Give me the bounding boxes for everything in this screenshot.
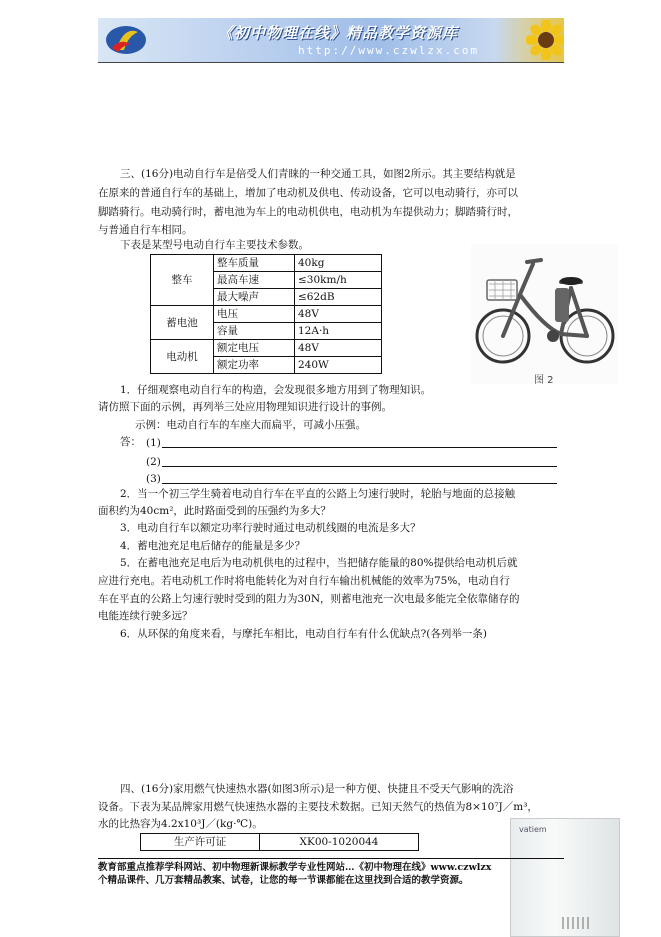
answer-number: (3) <box>146 473 161 485</box>
answer-line-3[interactable] <box>162 483 557 484</box>
q3-line-3: 脚踏骑行。电动骑行时，蓄电池为车上的电动机供电，电动机为车提供动力；脚踏骑行时， <box>98 206 518 218</box>
spec-value: 240W <box>295 357 382 374</box>
spec-group: 蓄电池 <box>151 306 214 340</box>
q4-line-3: 水的比热容为4.2x10³J／(kg·℃)。 <box>98 818 263 830</box>
spec-value: 48V <box>295 340 382 357</box>
answer-number: (1) <box>146 437 161 449</box>
q1-example: 示例：电动自行车的车座大而扁平，可减小压强。 <box>135 419 366 431</box>
heater-vent-icon <box>561 915 591 931</box>
footer-line-2: 个精品课件、几万套精品教案、试卷，让您的每一节课都能在这里找到合适的教学资源。 <box>98 875 469 886</box>
footer-line-1: 教育部重点推荐学科网站、初中物理新课标教学专业性网站…《初中物理在线》www.czwlzx <box>98 862 492 873</box>
spec-value: 12A·h <box>295 323 382 340</box>
spec-item: 电压 <box>214 306 295 323</box>
answer-number: (2) <box>146 456 161 468</box>
header-banner <box>98 18 564 63</box>
sunflower-icon <box>526 20 564 60</box>
spec-item: 最大噪声 <box>214 289 295 306</box>
q4-sub: 4．蓄电池充足电后储存的能量是多少？ <box>120 540 306 552</box>
spec-group: 整车 <box>151 255 214 306</box>
q5-line-2: 应进行充电。若电动机工作时将电能转化为对自行车输出机械能的效率为75%，电动自行 <box>98 575 510 587</box>
q3-sub: 3．电动自行车以额定功率行驶时通过电动机线圈的电流是多大？ <box>120 522 421 534</box>
license-table <box>140 833 419 851</box>
banner-url[interactable]: http://www.czwlzx.com <box>298 44 480 57</box>
license-label: 生产许可证 <box>141 834 260 851</box>
q5-line-1: 5．在蓄电池充足电后为电动机供电的过程中，当把储存能量的80%提供给电动机后就 <box>120 557 518 569</box>
table-row <box>151 306 382 323</box>
table-row <box>151 340 382 357</box>
logo-icon <box>104 22 148 58</box>
license-value: XK00-1020044 <box>260 834 419 851</box>
spec-item: 容量 <box>214 323 295 340</box>
q3-line-4: 与普通自行车相同。 <box>98 224 193 236</box>
spec-item: 最高车速 <box>214 272 295 289</box>
answer-line-1[interactable] <box>162 447 557 448</box>
spec-value: ≤62dB <box>295 289 382 306</box>
q1-line-2: 请仿照下面的示例，再列举三处应用物理知识进行设计的事例。 <box>98 401 392 413</box>
spec-value: ≤30km/h <box>295 272 382 289</box>
heater-brand: vatiem <box>519 825 547 834</box>
spec-table <box>150 254 382 374</box>
table-row <box>141 834 419 851</box>
spec-value: 40kg <box>295 255 382 272</box>
q3-table-intro: 下表是某型号电动自行车主要技术参数。 <box>120 239 309 251</box>
spec-group: 电动机 <box>151 340 214 374</box>
answer-line-2[interactable] <box>162 466 557 467</box>
q4-line-2: 设备。下表为某品牌家用燃气快速热水器的主要技术数据。已知天然气的热值为8×10⁷J／m³， <box>98 801 538 813</box>
q5-line-3: 车在平直的公路上匀速行驶时受到的阻力为30N，则蓄电池充一次电最多能完全依靠储存的 <box>98 593 520 605</box>
spec-value: 48V <box>295 306 382 323</box>
q1-line-1: 1．仔细观察电动自行车的构造，会发现很多地方用到了物理知识。 <box>120 384 432 396</box>
q3-line-1: 三、(16分)电动自行车是倍受人们青睐的一种交通工具，如图2所示。其主要结构就是 <box>120 168 516 180</box>
q6-sub: 6．从环保的角度来看，与摩托车相比，电动自行车有什么优缺点?(各列举一条) <box>120 628 488 640</box>
q3-line-2: 在原来的普通自行车的基础上，增加了电动机及供电、传动设备，它可以电动骑行，亦可以 <box>98 187 518 199</box>
q2-line-1: 2．当一个初三学生骑着电动自行车在平直的公路上匀速行驶时，轮胎与地面的总接触 <box>120 488 516 500</box>
figure-caption: 图 2 <box>534 375 554 386</box>
figure-2 <box>471 244 618 384</box>
answer-label: 答： <box>120 436 141 448</box>
q2-line-2: 面积约为40cm²，此时路面受到的压强约为多大？ <box>98 505 331 517</box>
q4-line-1: 四、(16分)家用燃气快速热水器(如图3所示)是一种方便、快捷且不受天气影响的洗浴 <box>120 783 514 795</box>
spec-item: 整车质量 <box>214 255 295 272</box>
q5-line-4: 电能连续行驶多远？ <box>98 610 193 622</box>
spec-item: 额定电压 <box>214 340 295 357</box>
table-row <box>151 255 382 272</box>
page-footer <box>98 858 564 887</box>
electric-bicycle-icon <box>471 244 618 374</box>
banner-title: 《初中物理在线》精品教学资源库 <box>218 24 459 42</box>
spec-item: 额定功率 <box>214 357 295 374</box>
